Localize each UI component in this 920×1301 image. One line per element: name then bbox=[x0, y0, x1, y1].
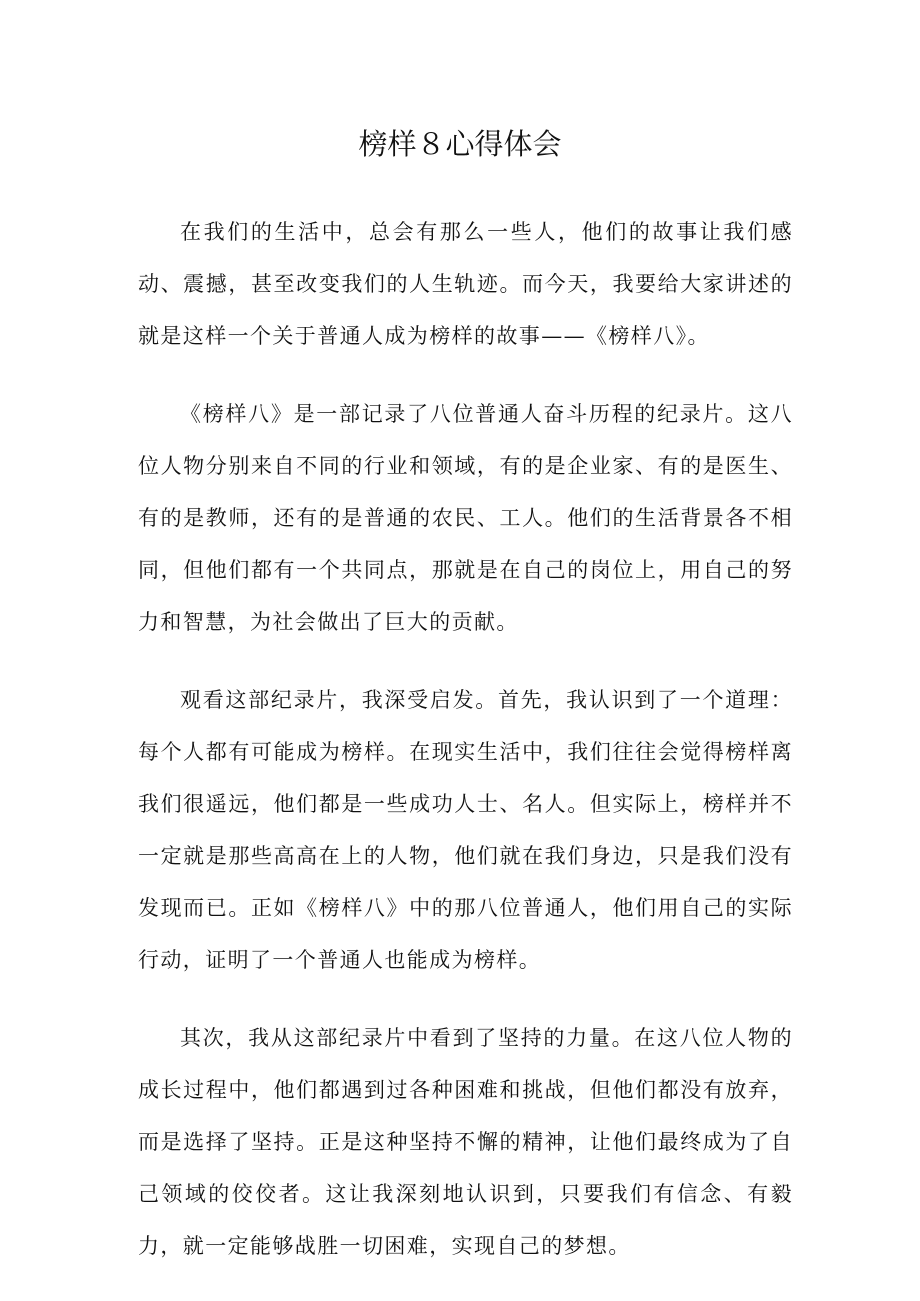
paragraph-3: 观看这部纪录片，我深受启发。首先，我认识到了一个道理：每个人都有可能成为榜样。在现实生活中，我们往往会觉得榜样离我们很遥远，他们都是一些成功人士、名人。但实际上，榜样并不一定就是那些高高在上的人物，他们就在我们身边，只是我们没有发现而已。正如《榜样八》中的那八位普通人，他们用自己的实际行动，证明了一个普通人也能成为榜样。 bbox=[138, 688, 793, 972]
paragraph-2: 《榜样八》是一部记录了八位普通人奋斗历程的纪录片。这八位人物分别来自不同的行业和领域，有的是企业家、有的是医生、有的是教师，还有的是普通的农民、工人。他们的生活背景各不相同，但他们都有一个共同点，那就是在自己的岗位上，用自己的努力和智慧，为社会做出了巨大的贡献。 bbox=[138, 402, 793, 634]
document-body bbox=[138, 206, 793, 1298]
document-title: 榜样８心得体会 bbox=[358, 127, 562, 161]
paragraph-4: 其次，我从这部纪录片中看到了坚持的力量。在这八位人物的成长过程中，他们都遇到过各种困难和挑战，但他们都没有放弃，而是选择了坚持。正是这种坚持不懈的精神，让他们最终成为了自己领域的佼佼者。这让我深刻地认识到，只要我们有信念、有毅力，就一定能够战胜一切困难，实现自己的梦想。 bbox=[138, 1026, 793, 1258]
paragraph-1: 在我们的生活中，总会有那么一些人，他们的故事让我们感动、震撼，甚至改变我们的人生轨迹。而今天，我要给大家讲述的就是这样一个关于普通人成为榜样的故事——《榜样八》。 bbox=[138, 220, 793, 348]
